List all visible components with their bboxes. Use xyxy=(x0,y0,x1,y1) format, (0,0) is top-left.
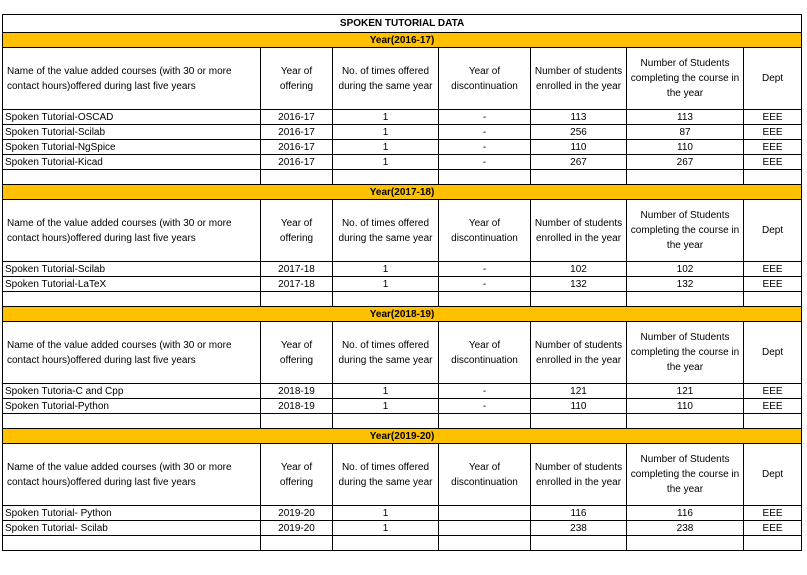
blank-cell xyxy=(333,414,439,429)
students-enrolled-cell: 102 xyxy=(531,262,627,277)
discontinuation-header: Year of discontinuation xyxy=(439,200,531,262)
blank-row xyxy=(3,292,802,307)
year-of-offering-cell: 2016-17 xyxy=(261,155,333,170)
blank-cell xyxy=(261,536,333,551)
table-row xyxy=(3,125,802,140)
times-offered-cell: 1 xyxy=(333,110,439,125)
discontinuation-cell xyxy=(439,521,531,536)
discontinuation-cell: - xyxy=(439,140,531,155)
year-of-offering-cell: 2016-17 xyxy=(261,125,333,140)
table-row xyxy=(3,277,802,292)
dept-cell: EEE xyxy=(744,399,802,414)
blank-cell xyxy=(439,536,531,551)
title-row xyxy=(3,15,802,33)
year-of-offering-cell: 2019-20 xyxy=(261,506,333,521)
course-name-cell: Spoken Tutorial-LaTeX xyxy=(3,277,261,292)
blank-cell xyxy=(531,292,627,307)
students-enrolled-header: Number of students enrolled in the year xyxy=(531,48,627,110)
discontinuation-cell: - xyxy=(439,155,531,170)
dept-header: Dept xyxy=(744,322,802,384)
year-label: Year(2017-18) xyxy=(3,185,802,200)
blank-cell xyxy=(627,414,744,429)
students-completed-cell: 113 xyxy=(627,110,744,125)
table-row xyxy=(3,384,802,399)
blank-row xyxy=(3,536,802,551)
year-of-offering-header: Year of offering xyxy=(261,444,333,506)
table-row xyxy=(3,155,802,170)
blank-row xyxy=(3,170,802,185)
blank-cell xyxy=(261,414,333,429)
students-completed-header: Number of Students completing the course in the year xyxy=(627,48,744,110)
blank-cell xyxy=(3,414,261,429)
times-offered-header: No. of times offered during the same year xyxy=(333,48,439,110)
discontinuation-cell: - xyxy=(439,262,531,277)
table-row xyxy=(3,140,802,155)
students-completed-cell: 132 xyxy=(627,277,744,292)
dept-cell: EEE xyxy=(744,155,802,170)
blank-cell xyxy=(261,170,333,185)
year-label: Year(2018-19) xyxy=(3,307,802,322)
students-completed-cell: 110 xyxy=(627,399,744,414)
column-header-row xyxy=(3,48,802,110)
students-enrolled-header: Number of students enrolled in the year xyxy=(531,322,627,384)
blank-cell xyxy=(333,536,439,551)
students-completed-cell: 116 xyxy=(627,506,744,521)
times-offered-cell: 1 xyxy=(333,125,439,140)
blank-cell xyxy=(531,414,627,429)
blank-cell xyxy=(3,170,261,185)
students-enrolled-cell: 238 xyxy=(531,521,627,536)
course-name-cell: Spoken Tutorial-Python xyxy=(3,399,261,414)
blank-cell xyxy=(531,170,627,185)
students-completed-cell: 238 xyxy=(627,521,744,536)
year-header-row xyxy=(3,33,802,48)
course-name-cell: Spoken Tutorial-NgSpice xyxy=(3,140,261,155)
course-name-cell: Spoken Tutorial- Scilab xyxy=(3,521,261,536)
table-row xyxy=(3,521,802,536)
discontinuation-header: Year of discontinuation xyxy=(439,48,531,110)
dept-header: Dept xyxy=(744,48,802,110)
course-name-header: Name of the value added courses (with 30 or more contact hours)offered during last five years xyxy=(3,200,261,262)
blank-cell xyxy=(744,292,802,307)
students-completed-cell: 267 xyxy=(627,155,744,170)
students-enrolled-cell: 113 xyxy=(531,110,627,125)
blank-cell xyxy=(627,536,744,551)
course-name-header: Name of the value added courses (with 30 or more contact hours)offered during last five years xyxy=(3,48,261,110)
discontinuation-header: Year of discontinuation xyxy=(439,444,531,506)
dept-header: Dept xyxy=(744,200,802,262)
column-header-row xyxy=(3,322,802,384)
course-name-cell: Spoken Tutorial- Python xyxy=(3,506,261,521)
discontinuation-cell: - xyxy=(439,399,531,414)
dept-cell: EEE xyxy=(744,506,802,521)
year-of-offering-cell: 2017-18 xyxy=(261,277,333,292)
dept-cell: EEE xyxy=(744,521,802,536)
dept-cell: EEE xyxy=(744,262,802,277)
blank-cell xyxy=(627,292,744,307)
table-row xyxy=(3,399,802,414)
year-of-offering-cell: 2019-20 xyxy=(261,521,333,536)
year-of-offering-cell: 2018-19 xyxy=(261,384,333,399)
spoken-tutorial-table xyxy=(2,14,802,551)
year-header-row xyxy=(3,429,802,444)
times-offered-header: No. of times offered during the same year xyxy=(333,444,439,506)
students-enrolled-cell: 110 xyxy=(531,140,627,155)
year-of-offering-cell: 2016-17 xyxy=(261,140,333,155)
year-of-offering-cell: 2016-17 xyxy=(261,110,333,125)
students-completed-header: Number of Students completing the course in the year xyxy=(627,322,744,384)
times-offered-cell: 1 xyxy=(333,506,439,521)
course-name-cell: Spoken Tutoria-C and Cpp xyxy=(3,384,261,399)
discontinuation-cell: - xyxy=(439,125,531,140)
students-enrolled-cell: 267 xyxy=(531,155,627,170)
times-offered-cell: 1 xyxy=(333,521,439,536)
students-completed-cell: 121 xyxy=(627,384,744,399)
year-label: Year(2016-17) xyxy=(3,33,802,48)
blank-cell xyxy=(333,292,439,307)
students-completed-header: Number of Students completing the course in the year xyxy=(627,444,744,506)
blank-cell xyxy=(744,170,802,185)
discontinuation-cell: - xyxy=(439,277,531,292)
times-offered-cell: 1 xyxy=(333,140,439,155)
blank-cell xyxy=(744,536,802,551)
times-offered-cell: 1 xyxy=(333,155,439,170)
column-header-row xyxy=(3,444,802,506)
column-header-row xyxy=(3,200,802,262)
students-completed-cell: 102 xyxy=(627,262,744,277)
times-offered-cell: 1 xyxy=(333,384,439,399)
times-offered-header: No. of times offered during the same year xyxy=(333,322,439,384)
discontinuation-cell: - xyxy=(439,384,531,399)
times-offered-cell: 1 xyxy=(333,399,439,414)
course-name-cell: Spoken Tutorial-Scilab xyxy=(3,262,261,277)
dept-cell: EEE xyxy=(744,125,802,140)
times-offered-header: No. of times offered during the same year xyxy=(333,200,439,262)
dept-cell: EEE xyxy=(744,110,802,125)
discontinuation-cell: - xyxy=(439,110,531,125)
course-name-cell: Spoken Tutorial-Kicad xyxy=(3,155,261,170)
students-completed-cell: 110 xyxy=(627,140,744,155)
year-of-offering-cell: 2018-19 xyxy=(261,399,333,414)
students-completed-cell: 87 xyxy=(627,125,744,140)
students-enrolled-header: Number of students enrolled in the year xyxy=(531,444,627,506)
times-offered-cell: 1 xyxy=(333,262,439,277)
students-completed-header: Number of Students completing the course in the year xyxy=(627,200,744,262)
blank-cell xyxy=(531,536,627,551)
blank-cell xyxy=(333,170,439,185)
year-of-offering-header: Year of offering xyxy=(261,200,333,262)
blank-cell xyxy=(439,292,531,307)
students-enrolled-cell: 116 xyxy=(531,506,627,521)
table-row xyxy=(3,506,802,521)
dept-cell: EEE xyxy=(744,140,802,155)
year-of-offering-header: Year of offering xyxy=(261,48,333,110)
blank-cell xyxy=(3,292,261,307)
times-offered-cell: 1 xyxy=(333,277,439,292)
dept-header: Dept xyxy=(744,444,802,506)
year-of-offering-header: Year of offering xyxy=(261,322,333,384)
students-enrolled-cell: 110 xyxy=(531,399,627,414)
blank-cell xyxy=(261,292,333,307)
students-enrolled-cell: 121 xyxy=(531,384,627,399)
students-enrolled-header: Number of students enrolled in the year xyxy=(531,200,627,262)
blank-cell xyxy=(439,170,531,185)
blank-cell xyxy=(3,536,261,551)
course-name-header: Name of the value added courses (with 30 or more contact hours)offered during last five years xyxy=(3,444,261,506)
blank-cell xyxy=(439,414,531,429)
course-name-header: Name of the value added courses (with 30 or more contact hours)offered during last five years xyxy=(3,322,261,384)
students-enrolled-cell: 256 xyxy=(531,125,627,140)
discontinuation-cell xyxy=(439,506,531,521)
year-header-row xyxy=(3,307,802,322)
table-row xyxy=(3,110,802,125)
course-name-cell: Spoken Tutorial-OSCAD xyxy=(3,110,261,125)
blank-cell xyxy=(627,170,744,185)
discontinuation-header: Year of discontinuation xyxy=(439,322,531,384)
dept-cell: EEE xyxy=(744,384,802,399)
blank-cell xyxy=(744,414,802,429)
sheet-title: SPOKEN TUTORIAL DATA xyxy=(3,15,802,33)
table-row xyxy=(3,262,802,277)
students-enrolled-cell: 132 xyxy=(531,277,627,292)
blank-row xyxy=(3,414,802,429)
course-name-cell: Spoken Tutorial-Scilab xyxy=(3,125,261,140)
dept-cell: EEE xyxy=(744,277,802,292)
year-header-row xyxy=(3,185,802,200)
year-of-offering-cell: 2017-18 xyxy=(261,262,333,277)
year-label: Year(2019-20) xyxy=(3,429,802,444)
